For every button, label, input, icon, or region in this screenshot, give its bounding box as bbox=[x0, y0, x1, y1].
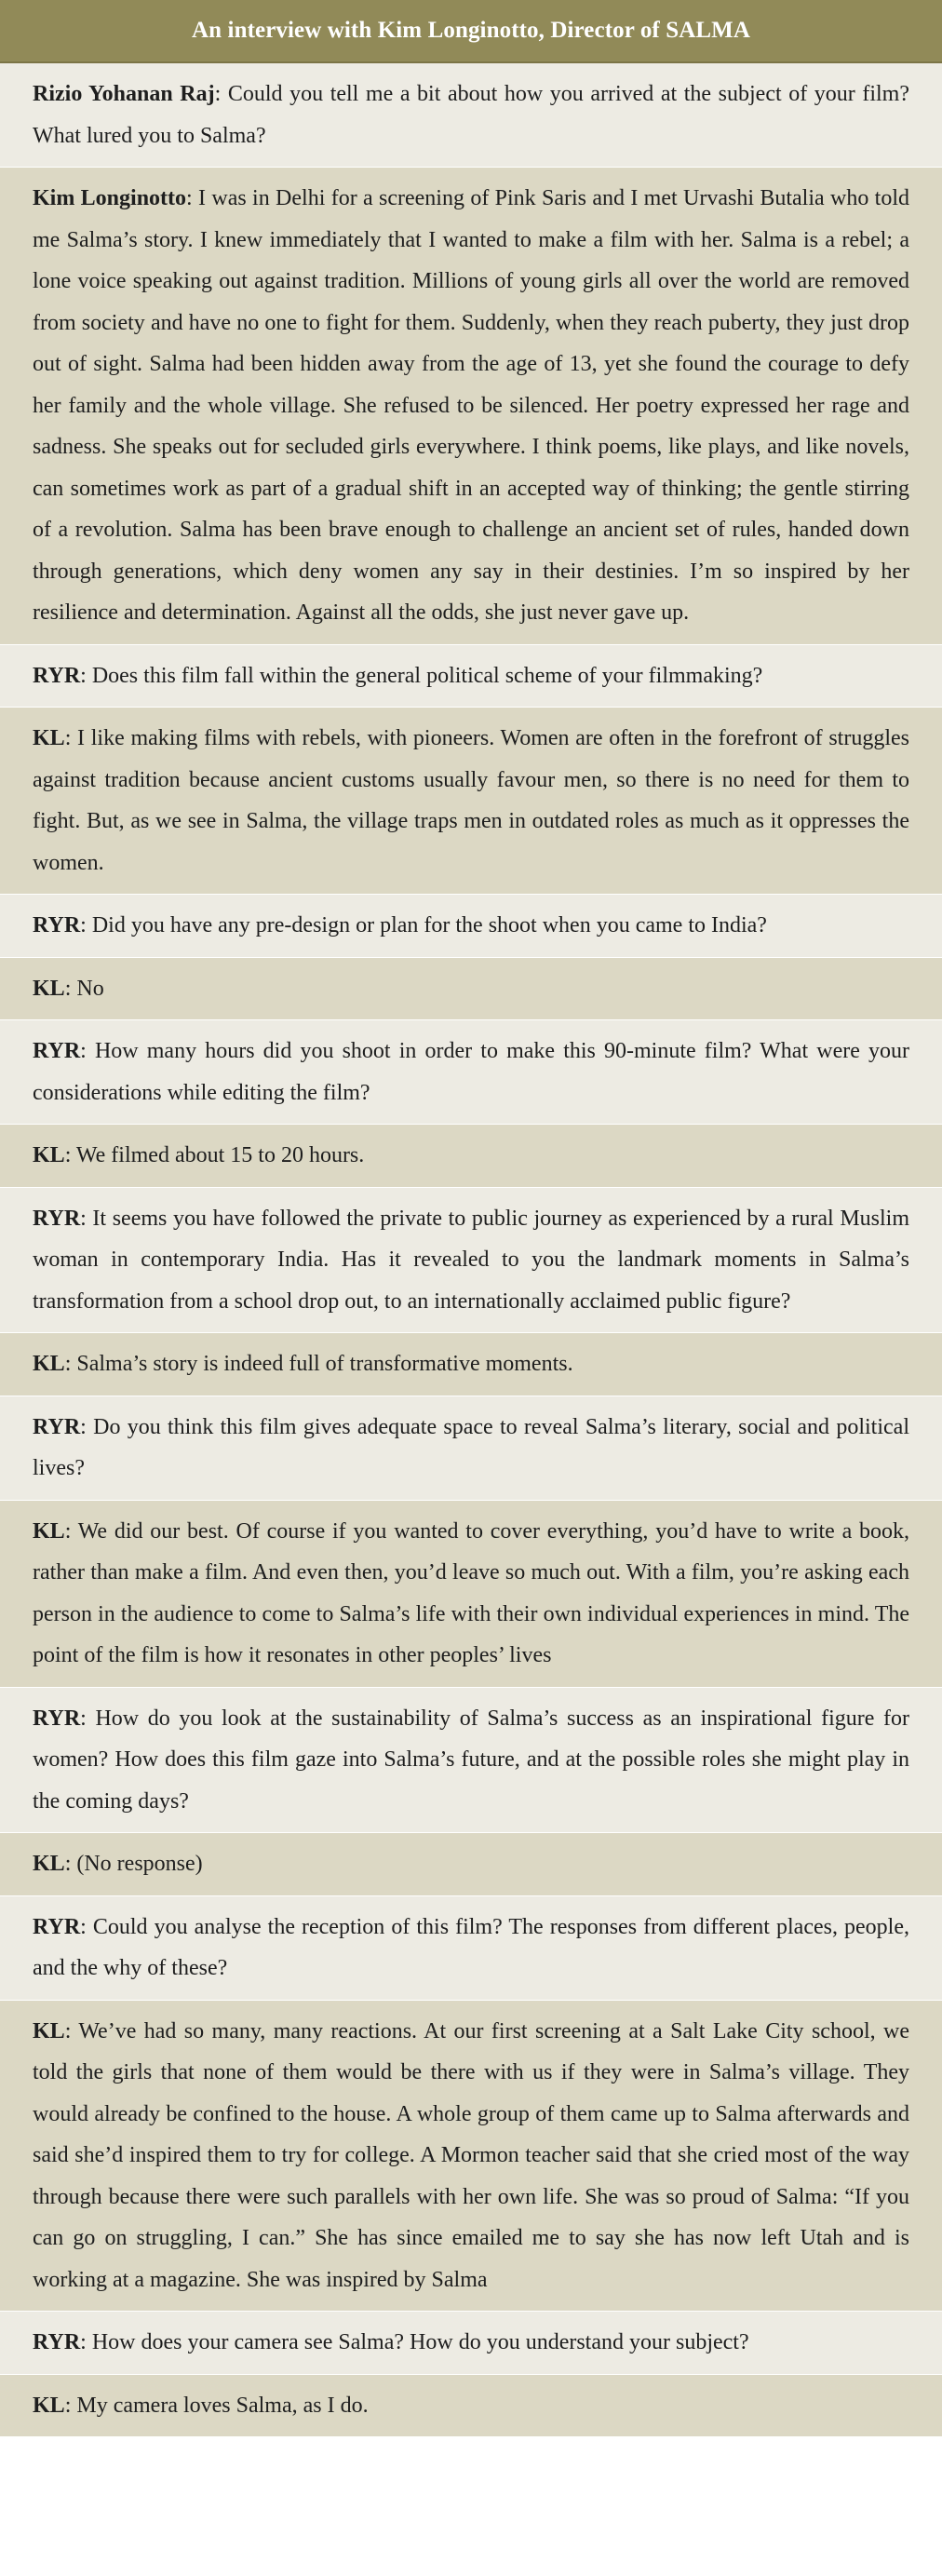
question-text: : Did you have any pre-design or plan for the shoot when you came to India? bbox=[80, 913, 767, 937]
speaker-name: RYR bbox=[33, 1706, 81, 1731]
speaker-name: KL bbox=[33, 726, 65, 750]
answer-row bbox=[0, 708, 942, 895]
speaker-name: KL bbox=[33, 1143, 65, 1167]
answer-row bbox=[0, 2001, 942, 2313]
answer-text: : (No response) bbox=[64, 1852, 203, 1876]
answer-text: : I like making films with rebels, with pioneers. Women are often in the forefront of struggles against tradition because ancient customs usually favour men, so there is no need for them to fight. But, as we see in Salma, the village traps men in outdated roles as much as it oppresses the women. bbox=[33, 726, 909, 875]
question-text: : How do you look at the sustainability of Salma’s success as an inspirational figure for women? How does this film gaze into Salma’s future, and at the possible roles she might play in the coming days? bbox=[33, 1706, 909, 1814]
question-row bbox=[0, 1396, 942, 1501]
speaker-name: RYR bbox=[33, 1039, 81, 1063]
answer-row bbox=[0, 1125, 942, 1188]
question-text: : It seems you have followed the private to public journey as experienced by a rural Muslim woman in contemporary India. Has it revealed to you the landmark moments in Salma’s transformation from a school drop out, to an internationally acclaimed public figure? bbox=[33, 1206, 909, 1314]
question-text: : Does this film fall within the general political scheme of your filmmaking? bbox=[80, 663, 763, 688]
page-title: An interview with Kim Longinotto, Director of SALMA bbox=[192, 18, 750, 43]
question-row bbox=[0, 895, 942, 958]
speaker-name: KL bbox=[33, 1352, 65, 1376]
speaker-name: RYR bbox=[33, 1914, 81, 1939]
question-row bbox=[0, 1688, 942, 1834]
question-row bbox=[0, 645, 942, 708]
speaker-name: RYR bbox=[33, 2330, 81, 2354]
question-row bbox=[0, 63, 942, 168]
question-row bbox=[0, 1896, 942, 2001]
answer-row bbox=[0, 1501, 942, 1688]
answer-text: : I was in Delhi for a screening of Pink Saris and I met Urvashi Butalia who told me Salma’s story. I knew immediately that I wanted to make a film with her. Salma is a rebel; a lone voice speaking out against tradition. Millions of young girls all over the world are removed from society and have no one to fight for them. Suddenly, when they reach puberty, they just drop out of sight. Salma had been hidden away from the age of 13, yet she found the courage to defy her family and the whole village. She refused to be silenced. Her poetry expressed her rage and sadness. She speaks out for secluded girls everywhere. I think poems, like plays, and like novels, can sometimes work as part of a gradual shift in an accepted way of thinking; the gentle stirring of a revolution. Salma has been brave enough to challenge an ancient set of rules, handed down through generations, which deny women any say in their destinies. I’m so inspired by her resilience and determination. Against all the odds, she just never gave up. bbox=[33, 186, 909, 625]
answer-row bbox=[0, 958, 942, 1021]
question-text: : Do you think this film gives adequate space to reveal Salma’s literary, social and political lives? bbox=[33, 1414, 909, 1480]
answer-text: : We filmed about 15 to 20 hours. bbox=[64, 1143, 365, 1167]
speaker-name: KL bbox=[33, 1852, 65, 1876]
speaker-name: RYR bbox=[33, 663, 81, 688]
speaker-name: RYR bbox=[33, 913, 81, 937]
answer-row bbox=[0, 1333, 942, 1396]
answer-text: : Salma’s story is indeed full of transformative moments. bbox=[64, 1352, 573, 1376]
page-header bbox=[0, 0, 942, 63]
speaker-name: RYR bbox=[33, 1206, 81, 1231]
question-row bbox=[0, 2312, 942, 2375]
answer-row bbox=[0, 168, 942, 645]
answer-text: : My camera loves Salma, as I do. bbox=[64, 2393, 369, 2418]
answer-text: : No bbox=[64, 976, 104, 1001]
answer-row bbox=[0, 1833, 942, 1896]
question-text: : Could you analyse the reception of this film? The responses from different places, people, and the why of these? bbox=[33, 1914, 909, 1980]
speaker-name: Rizio Yohanan Raj bbox=[33, 82, 215, 106]
speaker-name: KL bbox=[33, 2018, 65, 2043]
speaker-name: KL bbox=[33, 1518, 65, 1544]
speaker-name: KL bbox=[33, 976, 65, 1001]
question-text: : How many hours did you shoot in order to make this 90-minute film? What were your considerations while editing the film? bbox=[33, 1039, 909, 1105]
answer-text: : We’ve had so many, many reactions. At our first screening at a Salt Lake City school, we told the girls that none of them would be there with us if they were in Salma’s village. They would already be confined to the house. A whole group of them came up to Salma afterwards and said she’d inspired them to try for college. A Mormon teacher said that she cried most of the way through because there were such parallels with her own life. She was so proud of Salma: “If you can go on struggling, I can.” She has since emailed me to say she has now left Utah and is working at a magazine. She was inspired by Salma bbox=[33, 2018, 909, 2292]
speaker-name: KL bbox=[33, 2393, 65, 2418]
answer-text: : We did our best. Of course if you wanted to cover everything, you’d have to write a book, rather than make a film. And even then, you’d leave so much out. With a film, you’re asking each person in the audience to come to Salma’s life with their own individual experiences in mind. The point of the film is how it resonates in other peoples’ lives bbox=[33, 1518, 909, 1667]
question-text: : How does your camera see Salma? How do you understand your subject? bbox=[80, 2330, 749, 2354]
question-text: : Could you tell me a bit about how you arrived at the subject of your film? What lured you to Salma? bbox=[33, 82, 910, 148]
speaker-name: Kim Longinotto bbox=[33, 186, 187, 210]
interview-rows bbox=[0, 63, 942, 2437]
question-row bbox=[0, 1188, 942, 1334]
speaker-name: RYR bbox=[33, 1414, 81, 1439]
question-row bbox=[0, 1020, 942, 1125]
answer-row bbox=[0, 2375, 942, 2438]
